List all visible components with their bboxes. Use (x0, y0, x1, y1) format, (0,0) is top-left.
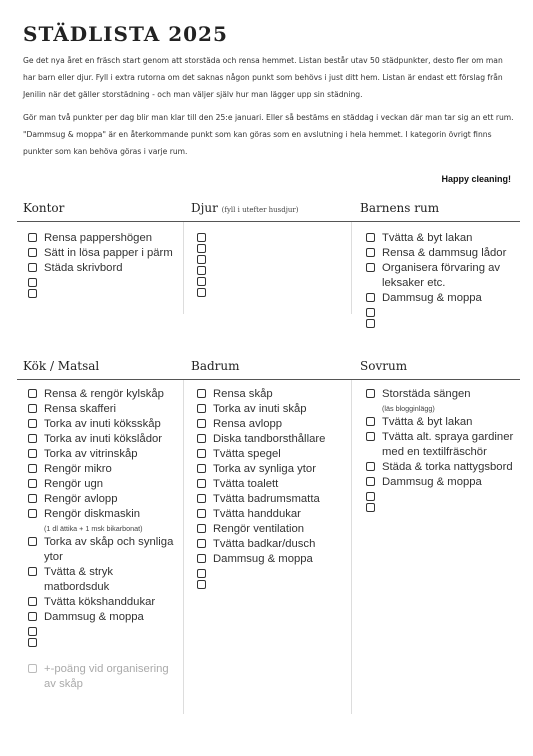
list-item[interactable]: Diska tandborsthållare (197, 432, 347, 447)
list-item[interactable]: Rensa skafferi (28, 402, 178, 417)
list-sovrum (366, 387, 521, 512)
checkbox[interactable] (28, 419, 37, 428)
list-item[interactable]: Torka av inuti kökslådor (28, 432, 178, 447)
heading-kontor: Kontor (23, 201, 65, 215)
section-divider-top (17, 221, 520, 222)
list-item[interactable]: Organisera förvaring av leksaker etc. (366, 261, 516, 291)
list-item[interactable] (197, 231, 213, 242)
list-item[interactable] (197, 567, 347, 578)
checkbox[interactable] (366, 248, 375, 257)
checkbox[interactable] (28, 389, 37, 398)
list-item[interactable]: Tvätta alt. spraya gardiner med en textilfräschör (366, 430, 521, 460)
checkbox[interactable] (28, 612, 37, 621)
list-item[interactable]: Rengör mikro (28, 462, 178, 477)
list-item[interactable]: Tvätta handdukar (197, 507, 347, 522)
bonus-item[interactable]: +-poäng vid organisering av skåp (28, 662, 178, 692)
list-item[interactable]: Rensa avlopp (197, 417, 347, 432)
heading-djur-note: (fyll i utefter husdjur) (221, 206, 299, 214)
list-item[interactable] (197, 253, 213, 264)
checkbox[interactable] (197, 266, 206, 275)
checkbox[interactable] (28, 263, 37, 272)
list-item[interactable]: Torka av skåp och synliga ytor (28, 535, 178, 565)
checkbox[interactable] (197, 244, 206, 253)
list-item[interactable] (366, 501, 521, 512)
list-item[interactable]: Rengör avlopp (28, 492, 178, 507)
checkbox[interactable] (197, 277, 206, 286)
checkbox[interactable] (28, 404, 37, 413)
list-item[interactable]: Rensa skåp (197, 387, 347, 402)
checkbox[interactable] (197, 524, 206, 533)
list-djur (197, 231, 213, 297)
checkbox[interactable] (197, 569, 206, 578)
checkbox[interactable] (366, 389, 375, 398)
checkbox[interactable] (197, 404, 206, 413)
checkbox[interactable] (197, 288, 206, 297)
checkbox[interactable] (197, 554, 206, 563)
list-kok-matsal (28, 387, 178, 692)
checkbox[interactable] (366, 308, 375, 317)
list-item[interactable]: Torka av inuti köksskåp (28, 417, 178, 432)
list-badrum (197, 387, 347, 589)
checkbox[interactable] (28, 434, 37, 443)
list-item[interactable]: Tvätta badrumsmatta (197, 492, 347, 507)
item-note: (läs blogginlägg) (382, 404, 435, 413)
checkbox[interactable] (28, 464, 37, 473)
list-item[interactable]: Storstäda sängen (366, 387, 521, 402)
checkbox[interactable] (28, 248, 37, 257)
checkbox[interactable] (28, 597, 37, 606)
checkbox[interactable] (197, 255, 206, 264)
heading-djur-label: Djur (191, 201, 218, 215)
checkbox[interactable] (28, 627, 37, 636)
column-divider (183, 380, 184, 714)
checkbox[interactable] (28, 479, 37, 488)
list-item[interactable] (366, 317, 516, 328)
heading-badrum: Badrum (191, 359, 240, 373)
list-item[interactable] (366, 306, 516, 317)
happy-cleaning-text: Happy cleaning! (441, 174, 511, 184)
page-title: STÄDLISTA 2025 (23, 22, 228, 46)
list-item[interactable]: Tvätta toalett (197, 477, 347, 492)
list-item[interactable] (197, 286, 213, 297)
list-item[interactable] (28, 287, 173, 298)
checkbox[interactable] (197, 449, 206, 458)
checkbox[interactable] (28, 664, 37, 673)
checkbox[interactable] (197, 509, 206, 518)
intro-paragraph-1: Ge det nya året en fräsch start genom att storstäda och rensa hemmet. Listan består utav 50 städpunkter, desto fler om man har barn eller djur. Fyll i extra rutorna om det saknas någon punkt som behövs i just ditt hem. Listan är endast ett förslag från Jenilin när det gäller storstädning - och man väljer själv hur man lägger upp sin städning. (23, 56, 503, 99)
checkbox[interactable] (366, 417, 375, 426)
checkbox[interactable] (197, 434, 206, 443)
list-item[interactable]: Tvätta & stryk matbordsduk (28, 565, 178, 595)
section-divider-middle (17, 379, 520, 380)
checkbox[interactable] (197, 539, 206, 548)
checkbox[interactable] (197, 389, 206, 398)
heading-kok-matsal: Kök / Matsal (23, 359, 100, 373)
checkbox[interactable] (28, 233, 37, 242)
checkbox[interactable] (197, 494, 206, 503)
list-item[interactable] (197, 242, 213, 253)
list-item[interactable] (28, 276, 173, 287)
checkbox[interactable] (366, 477, 375, 486)
list-item[interactable]: Sätt in lösa papper i pärm (28, 246, 173, 261)
list-item[interactable] (197, 264, 213, 275)
checkbox[interactable] (28, 289, 37, 298)
checkbox[interactable] (28, 509, 37, 518)
list-item[interactable]: Städa skrivbord (28, 261, 173, 276)
list-item[interactable]: Tvätta & byt lakan (366, 231, 516, 246)
list-item[interactable] (366, 490, 521, 501)
list-item[interactable] (28, 636, 178, 647)
checkbox[interactable] (366, 462, 375, 471)
checkbox[interactable] (366, 293, 375, 302)
intro-paragraph-2: Gör man två punkter per dag blir man klar till den 25:e januari. Eller så bestäms en städdag i veckan där man tar sig an ett rum. "Dammsug & moppa" är en återkommande punkt som kan göras som en avslutning i hela hemmet. I kategorin övrigt finns punkter som kan behöva göras i varje rum. (23, 113, 514, 156)
list-item[interactable]: Rensa pappershögen (28, 231, 173, 246)
column-divider (351, 222, 352, 314)
list-item[interactable]: Torka av inuti skåp (197, 402, 347, 417)
checkbox[interactable] (197, 580, 206, 589)
checkbox[interactable] (366, 319, 375, 328)
checkbox[interactable] (28, 638, 37, 647)
column-divider (351, 380, 352, 714)
list-item[interactable]: Städa & torka nattygsbord (366, 460, 521, 475)
list-item[interactable]: Dammsug & moppa (28, 610, 178, 625)
list-item[interactable]: Dammsug & moppa (197, 552, 347, 567)
checkbox[interactable] (197, 419, 206, 428)
checkbox[interactable] (197, 479, 206, 488)
heading-djur (191, 201, 299, 215)
list-item[interactable]: Dammsug & moppa (366, 291, 516, 306)
list-item[interactable]: Tvätta & byt lakan (366, 415, 521, 430)
column-divider (183, 222, 184, 314)
list-kontor (28, 231, 173, 298)
list-item[interactable] (28, 625, 178, 636)
list-item[interactable]: Rengör diskmaskin (28, 507, 178, 522)
checkbox[interactable] (197, 233, 206, 242)
checkbox[interactable] (366, 233, 375, 242)
list-item[interactable] (197, 578, 347, 589)
heading-sovrum: Sovrum (360, 359, 408, 373)
list-item[interactable]: Dammsug & moppa (366, 475, 521, 490)
list-item[interactable]: Rensa & dammsug lådor (366, 246, 516, 261)
heading-barnens-rum: Barnens rum (360, 201, 440, 215)
list-item[interactable]: Tvätta spegel (197, 447, 347, 462)
checkbox[interactable] (366, 492, 375, 501)
list-item[interactable]: Tvätta kökshanddukar (28, 595, 178, 610)
list-item[interactable]: Rensa & rengör kylskåp (28, 387, 178, 402)
checkbox[interactable] (366, 503, 375, 512)
item-note: (1 dl ättika + 1 msk bikarbonat) (44, 524, 143, 533)
checkbox[interactable] (366, 263, 375, 272)
checkbox[interactable] (28, 278, 37, 287)
list-item[interactable]: Rengör ventilation (197, 522, 347, 537)
checkbox[interactable] (28, 494, 37, 503)
list-item[interactable]: Rengör ugn (28, 477, 178, 492)
list-barnens-rum (366, 231, 516, 328)
list-item[interactable]: Torka av vitrinskåp (28, 447, 178, 462)
checkbox[interactable] (28, 537, 37, 546)
checkbox[interactable] (366, 432, 375, 441)
list-item[interactable]: Torka av synliga ytor (197, 462, 347, 477)
checkbox[interactable] (28, 567, 37, 576)
checkbox[interactable] (197, 464, 206, 473)
checkbox[interactable] (28, 449, 37, 458)
list-item[interactable] (197, 275, 213, 286)
list-item[interactable]: Tvätta badkar/dusch (197, 537, 347, 552)
